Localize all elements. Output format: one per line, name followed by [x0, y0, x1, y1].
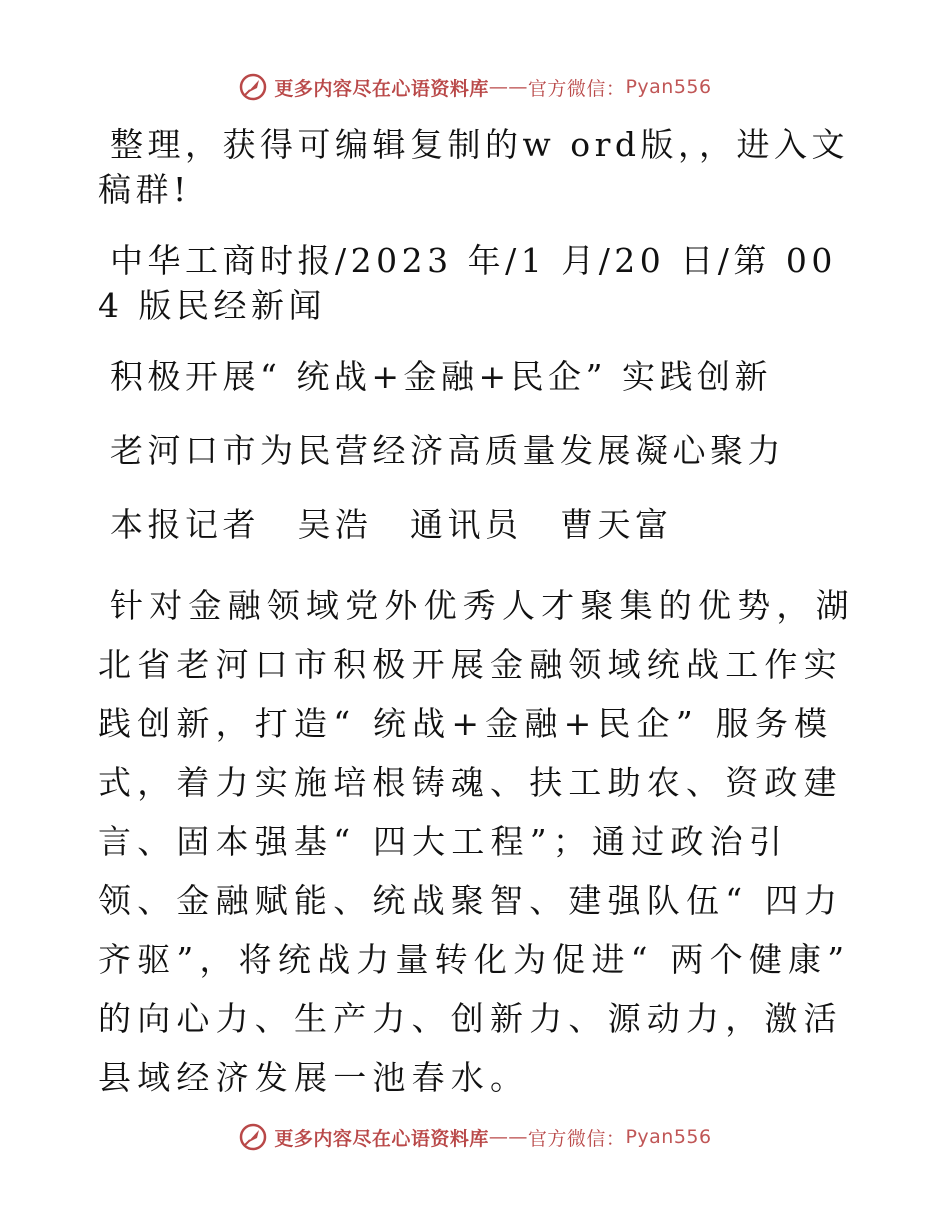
intro-paragraph: 整理，获得可编辑复制的w ord版，，进入文稿群!	[98, 125, 850, 209]
document-body	[98, 122, 858, 1133]
quill-logo-icon	[238, 1122, 268, 1152]
banner-separator: ——	[488, 1126, 528, 1148]
header-banner	[0, 72, 950, 102]
banner-wechat-id: Pyan556	[625, 1126, 712, 1148]
footer-banner	[0, 1122, 950, 1152]
banner-main-text: 更多内容尽在心语资料库	[274, 1127, 489, 1150]
byline: 本报记者 吴浩 通讯员 曹天富	[110, 505, 673, 544]
banner-main-text: 更多内容尽在心语资料库	[274, 77, 489, 100]
banner-wechat-id: Pyan556	[625, 76, 712, 98]
headline: 老河口市为民营经济高质量发展凝心聚力	[110, 431, 785, 470]
source-line: 中华工商时报/2023 年/1 月/20 日/第 004 版民经新闻	[98, 241, 837, 325]
kicker-line: 积极开展“ 统战+金融+民企” 实践创新	[110, 357, 773, 396]
banner-wechat-label: 官方微信：	[527, 77, 626, 100]
banner-separator: ——	[488, 76, 528, 98]
article-paragraph: 针对金融领域党外优秀人才聚集的优势，湖北省老河口市积极开展金融领域统战工作实践创新，打造“ 统战+金融+民企” 服务模式，着力实施培根铸魂、扶工助农、资政建言、固本强基“ 四大工程”；通过政治引领、金融赋能、统战聚智、建强队伍“ 四力齐驱”，将统战力量转化为促进“ 两个健康” 的向心力、生产力、创新力、源动力，激活县域经济发展一池春水。	[98, 586, 855, 1097]
quill-logo-icon	[238, 72, 268, 102]
banner-wechat-label: 官方微信：	[527, 1127, 626, 1150]
